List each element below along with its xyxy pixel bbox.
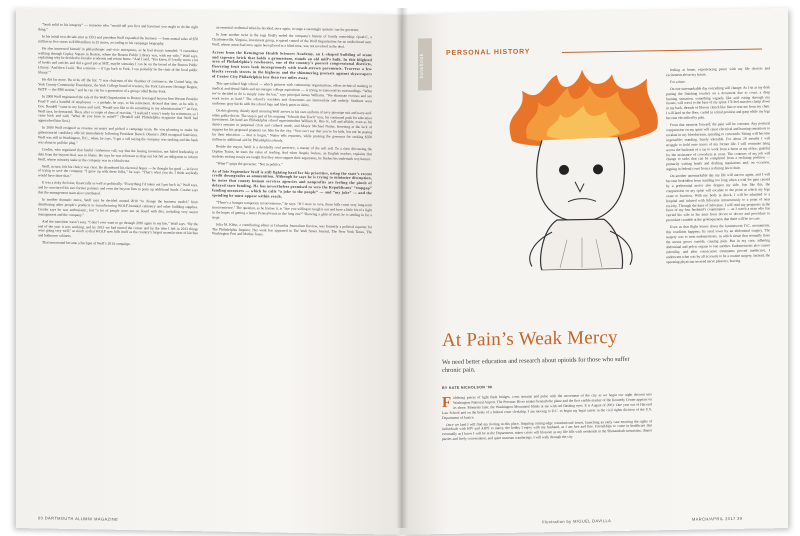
left-page: [16, 8, 402, 535]
paragraph: It was a risky decision, financially as well as politically. “Everything I’d taken out I put back in,” Wolf says, and he convinced his two former partners and even the buyout firm to pony up additional funds. Costler says that the management team also contributed.: [38, 180, 198, 196]
paragraph: On another unremarkable day my life will narrow again, and I will become bedridden from standing too long when a trial for pain caused by a preferential motor also deepen my side. Just like this, the compression on my spine will escalate to the point at which my legs cease to function. With my body in shock, I will be admitted to a hospital and infused with lidocaine intravenously to a point of near toxicity. Through the haze of lidocaine, I will read my prognosis in the faces of my four husband’s countenance — as I watch a man who has carried his wife in his arms from doctor to doctor and procedure to procedure crumble at the grotesqueness that there will be no cure.: [666, 172, 770, 223]
paragraph: an essential credential when he decided, once again, to stage a seemingly quixotic run for governor.: [216, 25, 360, 32]
paragraph: “What?” quips the governor. “Not in politics.”: [216, 161, 283, 167]
left-column-1: [38, 22, 198, 250]
paragraph: Across from the Kensington Health Sciences Academy, an L-shaped building of stone and tapestry brick that holds a gymnasium, stands an old mill’s hulk. In this blighted area of Philadelphia’s rowhouses, one of the country’s poorest congressional districts, flowering fruit trees look incongruously with trash-strewn pavements. Traverse a few blocks reveals streets in the highway and the shimmering protests against skyscrapers of Center City Philadelphia less than two miles away.: [212, 50, 372, 81]
paragraph: Even as that flight leaves down the luminescent D.C. monuments, this condition happens. Its seed sown by an abdominal surgery. The surgery was to treat endometriosis, in which tissue that normally lines the uterus grows outside, causing pain. But in my case, adhering abdominal and pelvic organs to one another. Endometriosis also causes infertility, and after consecutive treatments proved ineffective, I underwent what was by all accounts to be a routine surgery. Instead, the operating physician severed nerve pleavers, leaving: [666, 223, 770, 264]
article-headline: At Pain’s Weak Mercy: [442, 326, 618, 352]
paragraph: He also immersed himself in philanthropic and civic enterprises, as he had always intended. “I remember walking through Copley Square in Boston, where the Boston Public Library was, with my wife,” Wolf says, explaining why he decided to forsake academia and return home. “And I said, ‘You know, if I really wrote a lot of books and articles and did a good job at MIT, maybe someday I can be on the board of the Boston Public Library.’ And then I said, ‘But a minute — if I go back to York, I can probably be the chair of the local public library.’”: [38, 46, 198, 75]
paragraph: Wolf, in turn, felt his choice was clear. He abandoned his electoral hopes — he thought for good — in favor of trying to save the company. “I grew up with these folks,” he says. “That’s what you do. I think anybody would have done that.”: [38, 164, 198, 179]
paragraph: Once we land I will find my footing in this place, litigating cutting-edge constitutional issues, launching an early case enacting the rights of individuals with HIV and AIDS to marry, the hobby I enjoy with my husband, as I am free and fine. Friendships to come in healthcare that eventually as I know I will be in the Department, minor crises will blossom as my life fills with weekends in the Shenandoah mountains, dinner parties and lively conversation, and quiet museum wanderings. I will walk through the city: [442, 418, 652, 442]
flame-hair-icon: [510, 68, 658, 147]
illustration-credit: Illustration by MIGUEL DAVILLA: [542, 518, 612, 525]
paragraph: “There’s a bumper temporary inconvenience,” he says. “If I were to cave, those bills come very long-term inconvenience.” The question, as he frames it, is “Are you willing to tough it out and have a little bit of a fight in the hopes of getting a better Pennsylvania in the long run?” Showing a glint of steel, he is settling in for a siege.: [212, 200, 372, 220]
paragraph: On this gloomy, drizzly April morning Wolf arrives in his own uniform of navy pinstripe suit and navy-and-white polka-dot tie. The stop is part of his ongoing “Schools that Teach” tour, his continued push for education investment. On hand are Philadelphia school superintendent William R. Hite Jr., tall and affable, even as his district remains in perpetual crisis and cutback mode, and Mayor Michael Nutter, frowning at the lack of support for his proposed property tax hike for the city. “You can’t say that you’re for kids, but not be paying for their education — that is bogus,” Nutter tells reporters, while praising the governor for seeking $350 million in additional aid for Philadelphia schools.: [212, 108, 372, 143]
paragraph: From that moment forward, the pain will be constant. Any postural compression on my spine will cause electrical and burning sensations to escalate in my bloodstream, spiraling to crescendo. Sitting will become impossible; standing, barely tolerable. For about 20 months I will struggle to hold onto traces of my former life. I will commute lying across the backseat of a car to work from a futon at my office, grateful for the assistance of coworkers at court. The contours of my job will change to tasks that can be completed from a reclining position — primarily writing briefs and drafting regulations and, on occasion, arguing in federal court from a reclining lawn chair.: [666, 121, 770, 172]
paragraph: That turnaround became a linchpin of Wolf’s 2014 campaign.: [42, 240, 131, 247]
paragraph: Julia M. Klein, a contributing editor at Columbia Journalism Review, was formerly a political reporter for The Philadelphia Inquirer. Her work has appeared in The Wall Street Journal, The New York Times, The Washington Post and Mother Jones.: [212, 222, 372, 237]
face-icon: [537, 137, 625, 222]
department-tab-label: notebook: [419, 52, 425, 79]
paragraph: For a time.: [670, 79, 686, 84]
paragraph: In another dramatic move, Wolf says he decided around 2010 “to change the business model,” from distributing other people’s products to manufacturing WOLF-branded cabinetry and other building supplies. Costler says he was enthusiastic, but “a lot of people were not on board with this, including very senior management and the company.”: [38, 197, 198, 217]
paragraph: In 2009 Wolf resigned as revenue secretary and picked a campaign team. He was planning to make his gubernatorial candidacy official immediately following President Barack Obama’s 2009 inaugural festivities. Wolf was still in Washington, D.C., when, he says, “I got a call saying the company was tanking and the bank was about to pull the plug.”: [38, 125, 198, 146]
paragraph: Fiddering pieces of light flash bridges, cross streams and pulse with the movement of the city as we begin our night descent into Washington National Airport. The Potomac River snakes beneath the plane and the first visible marker of the Kennedy Center appears on its shore. Moments later, the Washington Monument blinks at me with red flashing eyes. It is August of 2003. One year out of Harvard Law School and on the heels of a federal court clerkship, I am moving to D.C. to begin my legal career in the civil rights division of the U.S. Department of Justice.: [442, 392, 652, 420]
spine-shadow: [396, 8, 408, 528]
paragraph: Credits, who organized that fateful conference call, say that the leasing invention, not failed leadership or debt from the buyout deal, was to blame. He says he was reluctant to drop out but felt an obligation to inform Wolf, whose minority stake in the company was in a blind trust.: [38, 147, 198, 163]
paragraph: As of late September Wolf is still fighting hard for his priorities, using the state’s recent credit downgrades as ammunition. Although he says he is trying to minimize disruption, he notes that county human services agencies and nonprofits are feeling the pinch of delayed state funding. He has nevertheless promised to veto the Republicans’ “stopgap” funding measures — which he calls “a joke to the people” — and “my joke” — and the spending he must oppose within reach.: [212, 168, 372, 199]
paragraph: Beside the mayor, Wolf is a decidedly cool presence, a master of the soft sell. To a class discussing the Orphan Trains, he touts the value of reading. And when Angela Ivelese, an English teacher, explains that students writing essays are taught that they must support their arguments, he flashes his trademark wry humor.: [212, 144, 372, 161]
paragraph: He did far more. He ticks off the list: “I was chairman of the chamber of commerce, the United Way, the York County Community Foundation, the York College board of trustees, the York Lancaster Heritage Region, WITF — the PBS station,” and he can cite for a generation of a group called Better York.: [38, 77, 198, 94]
paragraph: This specialized high school — which partners with community organizations, offers technical training in medical and dental fields and encourages college aspirations — is trying to transcend its surroundings. “What we’ve decided to do is simply raise the bar,” says principal James Williams. “We eliminate excuses and say work twice as hard.” The school’s corridors and classrooms are immaculate and orderly. Students wear uniforms: gray slacks with the school logo and black pants or skirts.: [212, 81, 372, 107]
article-body-column-2: [666, 66, 770, 508]
body-icon: [530, 219, 632, 271]
article-body-column-1: [442, 392, 652, 514]
figure-with-flaming-hair-illustration: [472, 68, 692, 272]
section-rule: [562, 48, 762, 52]
paragraph: And the transition wasn’t easy. “I don’t ever want to go through 2010 again in my life,” Wolf says. “By the end of the year it was working, and by 2012 we had turned the corner and by the time I left in 2013 things were going very well,” so much so that WOLF now bills itself as the country’s largest manufacturer of kitchen and bathroom cabinets.: [38, 219, 198, 239]
paragraph: In his initial two-decade stint as CEO and president Wolf expanded the business — from annual sales of $70 million in five stores to $380 million in 25 stores, according to his campaign biography.: [38, 34, 198, 46]
paragraph: feeling at home, experiencing peace with my life choices and excitement about my future.: [666, 66, 770, 78]
paragraph: On one unremarkable day everything will change. As I sit at my desk putting the finishing touches on a document due to court, a deep burning sensation, something vaguely like acid eating through my tissues, will crawl to the base of my spine. I’ll feel muscles clamp down in my back, threads of fibrous clench like fists to tear me from my chair. I will land on the floor, curled in a fetal position and gasp while my legs become electrified by pain.: [666, 85, 770, 121]
drop-cap: F: [442, 394, 452, 412]
left-column-2: [212, 25, 372, 241]
paragraph: In 2008 Wolf engineered the sale of the Wolf Organization to Boston leveraged buyout firm Weston Presidio Fund V and a handful of employees — a prelude, he says, to his retirement. Around that time, as he tells it, Gov. Rendell “came to my house and said, ‘Would you like to do something in my administration?’” At first, Wolf says, he demurred. Then, after a couple of days of reaction, “I realized I wasn’t ready for retirement, so I came back and said, ‘What do you have in mind?’” (Rendell told Philadelphia magazine that Wolf had approached him first.): [38, 94, 198, 124]
department-tab: [418, 38, 432, 90]
paragraph: In June another twist in the saga finally ended the company’s history of family ownership: Quad-C, a Charlottesville, Virginia, investment group, acquired control of the Wolf Organization for an undisclosed sum. Wolf, whose assets had once again been placed in a blind trust, was not involved in the deal.: [212, 32, 372, 49]
article-byline: BY KATE NICHOLSON ‘96: [442, 385, 493, 391]
paragraph: “book solid to his integrity” — someone who “would tell you first and foremost you ought to do the right thing.”: [38, 22, 198, 32]
right-page-footer: MARCH/APRIL 2017 39: [692, 515, 743, 522]
article-dek: We need better education and research about opioids for those who suffer chronic pain.: [442, 355, 630, 375]
section-label: PERSONAL HISTORY: [446, 48, 531, 57]
magazine-spread: [16, 8, 788, 528]
left-page-footer: 60 DARTMOUTH ALUMNI MAGAZINE: [38, 515, 119, 522]
right-page: [402, 8, 788, 535]
